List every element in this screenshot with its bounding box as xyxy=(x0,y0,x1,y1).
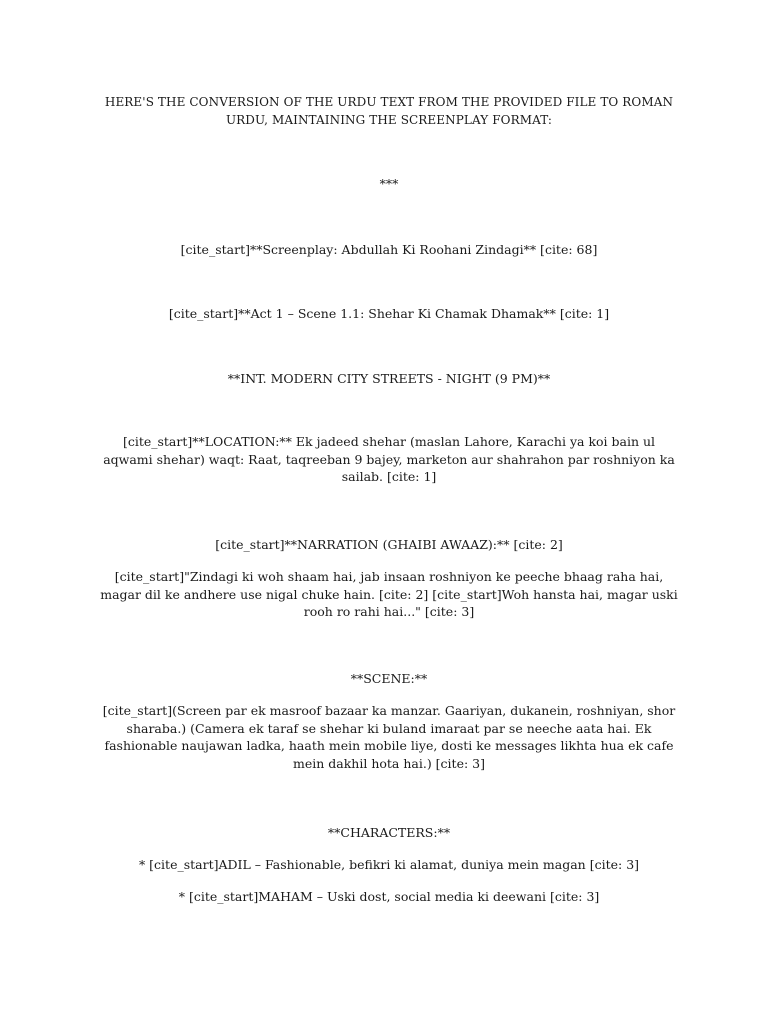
location-paragraph: [cite_start]**LOCATION:** Ek jadeed shehar (maslan Lahore, Karachi ya koi bain ul aqwami shehar) waqt: Raat, taqreeban 9 bajey, marketon aur shahrahon par roshniyon ka sailab. [cite: 1] xyxy=(103,434,675,484)
int-scene-heading: **INT. MODERN CITY STREETS - NIGHT (9 PM)** xyxy=(227,371,551,386)
narration-paragraph: [cite_start]"Zindagi ki woh shaam hai, jab insaan roshniyon ke peeche bhaag raha hai, magar dil ke andhere use nigal chuke hain. [cite: 2] [cite_start]Woh hansta hai, magar uski rooh ro rahi hai..." [cite: 3] xyxy=(100,569,678,619)
character-item-adil: * [cite_start]ADIL – Fashionable, befikri ki alamat, duniya mein magan [cite: 3] xyxy=(138,857,640,872)
screenplay-title: [cite_start]**Screenplay: Abdullah Ki Roohani Zindagi** [cite: 68] xyxy=(180,242,598,257)
character-item-maham: * [cite_start]MAHAM – Uski dost, social media ki deewani [cite: 3] xyxy=(178,889,600,904)
scene-paragraph: [cite_start](Screen par ek masroof bazaar ka manzar. Gaariyan, dukanein, roshniyan, shor sharaba.) (Camera ek taraf se shehar ki buland imaraat par se neeche aata hai. Ek fashionable naujawan ladka, haath mein mobile liye, dosti ke messages likhta hua ek cafe mein dakhil hota hai.) [cite: 3] xyxy=(102,703,676,771)
act-scene-line: [cite_start]**Act 1 – Scene 1.1: Shehar Ki Chamak Dhamak** [cite: 1] xyxy=(168,306,610,321)
separator: *** xyxy=(379,176,399,191)
characters-heading: **CHARACTERS:** xyxy=(327,825,451,840)
narration-heading: [cite_start]**NARRATION (GHAIBI AWAAZ):** [cite: 2] xyxy=(215,537,563,552)
scene-heading: **SCENE:** xyxy=(350,671,428,686)
intro-text: HERE'S THE CONVERSION OF THE URDU TEXT FROM THE PROVIDED FILE TO ROMAN URDU, MAINTAINING THE SCREENPLAY FORMAT: xyxy=(104,95,674,127)
